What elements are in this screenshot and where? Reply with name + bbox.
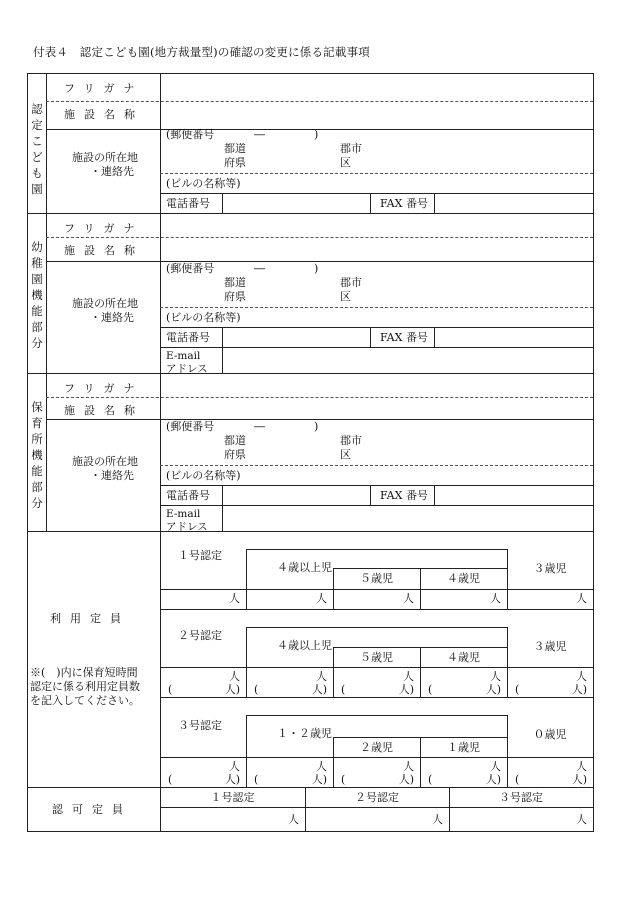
furigana-label: フリガナ (64, 82, 144, 95)
email-field[interactable] (224, 507, 591, 529)
capacity-paren-open: ( (428, 683, 433, 696)
capacity-mid-header: ４歳以上児 (277, 561, 332, 574)
table-rule-v (246, 549, 247, 610)
table-rule-dashed (46, 397, 593, 398)
table-rule-v (434, 193, 435, 214)
table-rule-h (160, 697, 594, 698)
approved-title: 認可定員 (52, 803, 132, 816)
capacity-paren-open: ( (168, 773, 173, 786)
section-label-2: 幼稚園機能部分 (31, 240, 43, 350)
capacity-sub-header-1: ５歳児 (360, 651, 393, 664)
capacity-paren-close: 人) (311, 773, 327, 786)
capacity-input[interactable] (335, 669, 418, 695)
address-label: 施設の所在地 (72, 455, 138, 468)
furigana-field[interactable] (162, 215, 591, 235)
capacity-paren-close: 人) (398, 773, 414, 786)
capacity-group-label: ２号認定 (178, 629, 222, 642)
capacity-paren-open: ( (254, 683, 259, 696)
phone-field[interactable] (224, 329, 368, 345)
table-rule-v (507, 549, 508, 610)
capacity-input[interactable] (422, 669, 505, 695)
phone-label: 電話番号 (166, 331, 210, 344)
capacity-group-label: １号認定 (178, 549, 222, 562)
postal-label: (郵便番号 (166, 262, 215, 275)
approved-col-header: ３号認定 (499, 791, 543, 804)
postal-close: ) (314, 262, 319, 275)
address-label: 施設の所在地 (72, 297, 138, 310)
table-rule-dashed (46, 101, 593, 102)
facility-name-label: 施設名称 (64, 108, 144, 121)
city-label-1: 郡市 (340, 434, 362, 447)
capacity-unit: 人 (576, 592, 587, 605)
postal-dash: ― (254, 262, 265, 275)
approved-unit: 人 (288, 813, 299, 826)
capacity-note-2: 認定に係る利用定員数 (30, 680, 140, 693)
email-label-1: E-mail (166, 508, 201, 520)
postal-dash: ― (254, 420, 265, 433)
postal-label: (郵便番号 (166, 128, 215, 141)
capacity-sub-header-2: ４歳児 (447, 572, 480, 585)
table-rule-v (246, 715, 247, 788)
capacity-input[interactable] (509, 591, 591, 607)
postal-dash: ― (254, 128, 265, 141)
facility-name-field[interactable] (162, 239, 591, 259)
prefecture-label-2: 府県 (224, 290, 246, 303)
capacity-paren-close: 人) (485, 773, 501, 786)
approved-input[interactable] (307, 809, 447, 829)
capacity-unit: 人 (229, 760, 240, 773)
table-rule-h (46, 261, 594, 262)
table-rule-v (370, 327, 371, 348)
capacity-input[interactable] (248, 759, 331, 785)
capacity-paren-open: ( (254, 773, 259, 786)
capacity-unit: 人 (490, 670, 501, 683)
capacity-unit: 人 (403, 670, 414, 683)
table-rule-h (160, 347, 594, 348)
city-label-1: 郡市 (340, 276, 362, 289)
capacity-note-1: ※( )内に保育短時間 (30, 666, 138, 679)
capacity-paren-close: 人) (398, 683, 414, 696)
capacity-paren-close: 人) (571, 683, 587, 696)
capacity-paren-open: ( (341, 683, 346, 696)
table-rule-h (46, 129, 594, 130)
phone-field[interactable] (224, 195, 368, 211)
table-rule-v (222, 485, 223, 506)
capacity-paren-open: ( (515, 773, 520, 786)
capacity-input[interactable] (162, 759, 244, 785)
capacity-input[interactable] (422, 759, 505, 785)
capacity-input[interactable] (162, 591, 244, 607)
table-rule-v (222, 327, 223, 348)
table-rule-h (160, 193, 594, 194)
phone-label: 電話番号 (166, 197, 210, 210)
phone-field[interactable] (224, 487, 368, 503)
email-label-2: アドレス (166, 521, 208, 533)
furigana-label: フリガナ (64, 222, 144, 235)
table-rule-h (27, 831, 594, 832)
capacity-unit: 人 (316, 670, 327, 683)
fax-label: FAX 番号 (380, 197, 428, 210)
furigana-field[interactable] (162, 75, 591, 99)
capacity-input[interactable] (335, 591, 418, 607)
table-rule-v (370, 485, 371, 506)
capacity-mid-header: ４歳以上児 (277, 639, 332, 652)
phone-label: 電話番号 (166, 489, 210, 502)
prefecture-label-2: 府県 (224, 156, 246, 169)
capacity-unit: 人 (229, 670, 240, 683)
approved-col-header: １号認定 (210, 791, 255, 804)
capacity-sub-header-2: ４歳児 (447, 651, 480, 664)
capacity-input[interactable] (162, 669, 244, 695)
capacity-input[interactable] (509, 759, 591, 785)
table-rule-h (160, 505, 594, 506)
city-label-2: 区 (340, 448, 351, 461)
capacity-input[interactable] (248, 591, 331, 607)
capacity-input[interactable] (335, 759, 418, 785)
fax-field[interactable] (436, 329, 591, 345)
table-rule-v (160, 531, 161, 788)
table-rule-h (160, 667, 594, 668)
prefecture-label-2: 府県 (224, 448, 246, 461)
table-rule-h (160, 609, 594, 610)
approved-unit: 人 (432, 813, 443, 826)
table-rule-h (46, 419, 594, 420)
approved-input[interactable] (162, 809, 303, 829)
email-label-2: アドレス (166, 363, 208, 375)
table-rule-v (222, 505, 223, 532)
capacity-unit: 人 (229, 592, 240, 605)
capacity-paren-close: 人) (224, 683, 240, 696)
capacity-unit: 人 (316, 760, 327, 773)
table-rule-h (160, 485, 594, 486)
fax-label: FAX 番号 (380, 489, 428, 502)
building-label: (ビルの名称等) (166, 469, 241, 482)
capacity-paren-close: 人) (311, 683, 327, 696)
postal-close: ) (314, 128, 319, 141)
email-field[interactable] (224, 349, 591, 371)
city-label-1: 郡市 (340, 142, 362, 155)
capacity-input[interactable] (248, 669, 331, 695)
capacity-unit: 人 (403, 592, 414, 605)
table-rule-dashed (160, 465, 593, 466)
facility-name-label: 施設名称 (64, 404, 144, 417)
table-rule-h (160, 327, 594, 328)
table-rule-v (507, 715, 508, 788)
approved-input[interactable] (451, 809, 591, 829)
building-label: (ビルの名称等) (166, 177, 241, 190)
table-rule-h (246, 715, 508, 716)
capacity-paren-close: 人) (571, 773, 587, 786)
table-rule-v (434, 485, 435, 506)
capacity-note-3: を記入してください。 (30, 694, 140, 707)
prefecture-label-1: 都道 (224, 276, 246, 289)
prefecture-label-1: 都道 (224, 142, 246, 155)
capacity-unit: 人 (576, 670, 587, 683)
capacity-last-header: ０歳児 (533, 728, 567, 741)
table-rule-h (27, 531, 594, 532)
capacity-paren-open: ( (168, 683, 173, 696)
section-label-1: 認定こども園 (31, 102, 43, 196)
table-rule-h (27, 373, 594, 374)
table-rule-v (246, 627, 247, 698)
capacity-unit: 人 (490, 760, 501, 773)
capacity-title: 利用定員 (50, 612, 130, 625)
capacity-sub-header-1: ５歳児 (360, 572, 393, 585)
table-rule-dashed (160, 173, 593, 174)
capacity-mid-header: １・２歳児 (277, 727, 332, 740)
capacity-unit: 人 (316, 592, 327, 605)
table-rule-dashed (160, 307, 593, 308)
capacity-unit: 人 (490, 592, 501, 605)
table-rule-v (46, 73, 47, 214)
table-rule-v (507, 627, 508, 698)
email-label-1: E-mail (166, 350, 201, 362)
approved-col-header: ２号認定 (355, 791, 399, 804)
table-rule-h (160, 757, 594, 758)
approved-unit: 人 (576, 813, 587, 826)
capacity-input[interactable] (422, 591, 505, 607)
fax-field[interactable] (436, 195, 591, 211)
table-rule-h (27, 213, 594, 214)
page-title: 付表４ 認定こども園(地方裁量型)の確認の変更に係る記載事項 (33, 45, 370, 59)
furigana-label: フリガナ (64, 382, 144, 395)
capacity-paren-open: ( (341, 773, 346, 786)
section-label-3: 保育所機能部分 (31, 400, 43, 510)
facility-name-field[interactable] (162, 399, 591, 417)
table-rule-h (160, 807, 594, 808)
table-rule-dashed (46, 237, 593, 238)
city-label-2: 区 (340, 290, 351, 303)
table-rule-v (222, 193, 223, 214)
table-rule-h (246, 627, 508, 628)
facility-name-label: 施設名称 (64, 244, 144, 257)
capacity-unit: 人 (576, 760, 587, 773)
address-label-2: ・連絡先 (90, 165, 134, 178)
furigana-field[interactable] (162, 375, 591, 395)
city-label-2: 区 (340, 156, 351, 169)
table-rule-h (27, 73, 594, 74)
table-rule-h (246, 549, 508, 550)
table-rule-v (593, 73, 594, 832)
capacity-paren-close: 人) (485, 683, 501, 696)
table-rule-h (160, 589, 594, 590)
capacity-paren-close: 人) (224, 773, 240, 786)
capacity-last-header: ３歳児 (533, 562, 567, 575)
capacity-paren-open: ( (428, 773, 433, 786)
table-rule-h (27, 787, 594, 788)
address-label-2: ・連絡先 (90, 311, 134, 324)
facility-name-field[interactable] (162, 103, 591, 127)
capacity-input[interactable] (509, 669, 591, 695)
table-rule-v (222, 347, 223, 374)
prefecture-label-1: 都道 (224, 434, 246, 447)
address-label: 施設の所在地 (72, 151, 138, 164)
capacity-group-label: ３号認定 (178, 719, 222, 732)
postal-label: (郵便番号 (166, 420, 215, 433)
capacity-last-header: ３歳児 (533, 640, 567, 653)
table-rule-v (27, 73, 28, 832)
table-rule-v (370, 193, 371, 214)
postal-close: ) (314, 420, 319, 433)
capacity-sub-header-1: ２歳児 (360, 741, 393, 754)
capacity-sub-header-2: １歳児 (447, 741, 480, 754)
building-label: (ビルの名称等) (166, 311, 241, 324)
fax-label: FAX 番号 (380, 331, 428, 344)
address-label-2: ・連絡先 (90, 469, 134, 482)
table-rule-v (434, 327, 435, 348)
capacity-unit: 人 (403, 760, 414, 773)
capacity-paren-open: ( (515, 683, 520, 696)
fax-field[interactable] (436, 487, 591, 503)
